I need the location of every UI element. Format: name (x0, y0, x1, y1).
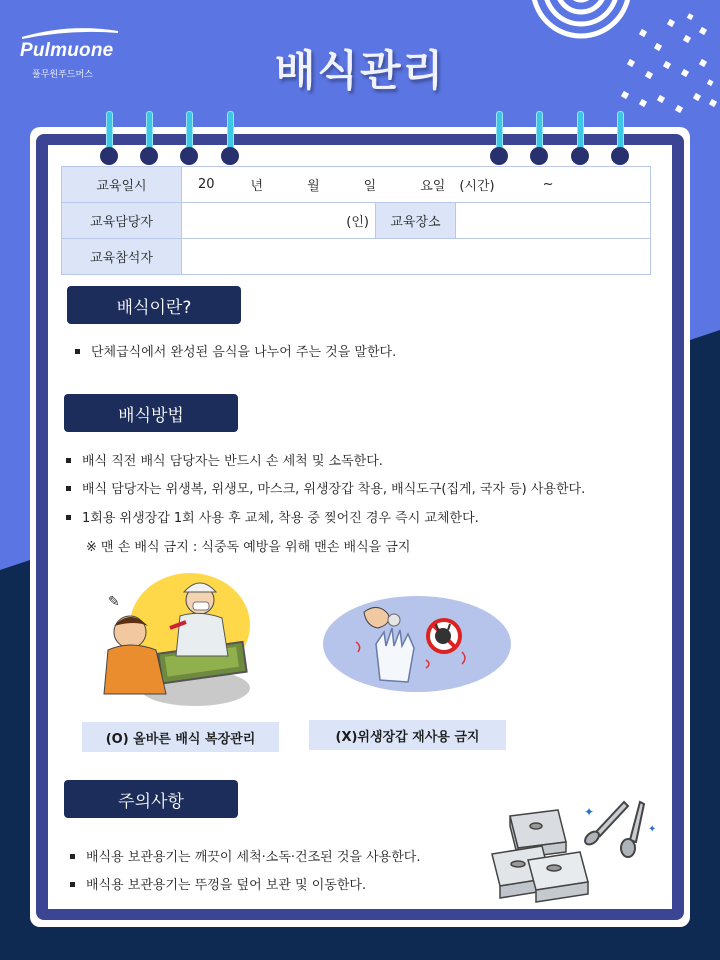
bullet-icon (66, 486, 71, 491)
table-row (62, 239, 651, 275)
section-heading-what: 배식이란? (67, 286, 241, 324)
seal-text: (인) (346, 215, 369, 230)
weekday-unit: 요일 (420, 179, 446, 194)
bullet-icon (66, 458, 71, 463)
storage-containers-illustration (488, 796, 658, 904)
logo-subtitle: 풀무원푸드머스 (32, 70, 93, 80)
attendees-label: 교육참석자 (62, 239, 182, 275)
glove-reuse-illustration (322, 594, 512, 694)
table-row (62, 167, 651, 203)
svg-text:✦: ✦ (648, 824, 657, 835)
logo-name: Pulmuone (20, 40, 114, 61)
list-item: 단체급식에서 완성된 음식을 나누어 주는 것을 말한다. (75, 341, 396, 360)
warning-note: ※ 맨 손 배식 금지 : 식중독 예방을 위해 맨손 배식을 금지 (86, 540, 411, 555)
correct-caption: (O) 올바른 배식 복장관리 (82, 722, 279, 752)
bullet-icon (70, 882, 75, 887)
table-row (62, 203, 651, 239)
time-label: (시간) (459, 179, 495, 194)
date-label: 교육일시 (62, 167, 182, 203)
bullet-icon (75, 349, 80, 354)
instructor-label: 교육담당자 (62, 203, 182, 239)
correct-serving-illustration (100, 570, 250, 710)
month-unit: 월 (307, 179, 320, 194)
svg-text:✎: ✎ (108, 594, 120, 610)
bullet-icon (66, 515, 71, 520)
list-item: 1회용 위생장갑 1회 사용 후 교체, 착용 중 찢어진 경우 즉시 교체한다. (66, 507, 479, 526)
bullet-icon (70, 854, 75, 859)
place-label: 교육장소 (376, 203, 456, 239)
training-info-table (61, 166, 651, 275)
time-separator: ~ (542, 177, 554, 192)
day-unit: 일 (363, 179, 377, 194)
svg-text:✦: ✦ (584, 805, 595, 819)
section-heading-caution: 주의사항 (64, 780, 238, 818)
attendees-field[interactable] (182, 239, 651, 275)
list-item: 배식 담당자는 위생복, 위생모, 마스크, 위생장갑 착용, 배식도구(집게, 국자 등) 사용한다. (66, 478, 585, 497)
instructor-field[interactable] (182, 203, 376, 239)
wrong-caption: (X)위생장갑 재사용 금지 (309, 720, 506, 750)
list-item: 배식용 보관용기는 뚜껑을 덮어 보관 및 이동한다. (70, 874, 366, 893)
date-field[interactable] (182, 167, 651, 203)
section-heading-method: 배식방법 (64, 394, 238, 432)
page-title: 배식관리 (274, 46, 446, 95)
year-unit: 년 (250, 179, 264, 194)
list-item: 배식 직전 배식 담당자는 반드시 손 세척 및 소독한다. (66, 450, 383, 469)
list-item: 배식용 보관용기는 깨끗이 세척·소독·건조된 것을 사용한다. (70, 846, 420, 865)
place-field[interactable] (456, 203, 651, 239)
year-prefix: 20 (198, 177, 215, 192)
